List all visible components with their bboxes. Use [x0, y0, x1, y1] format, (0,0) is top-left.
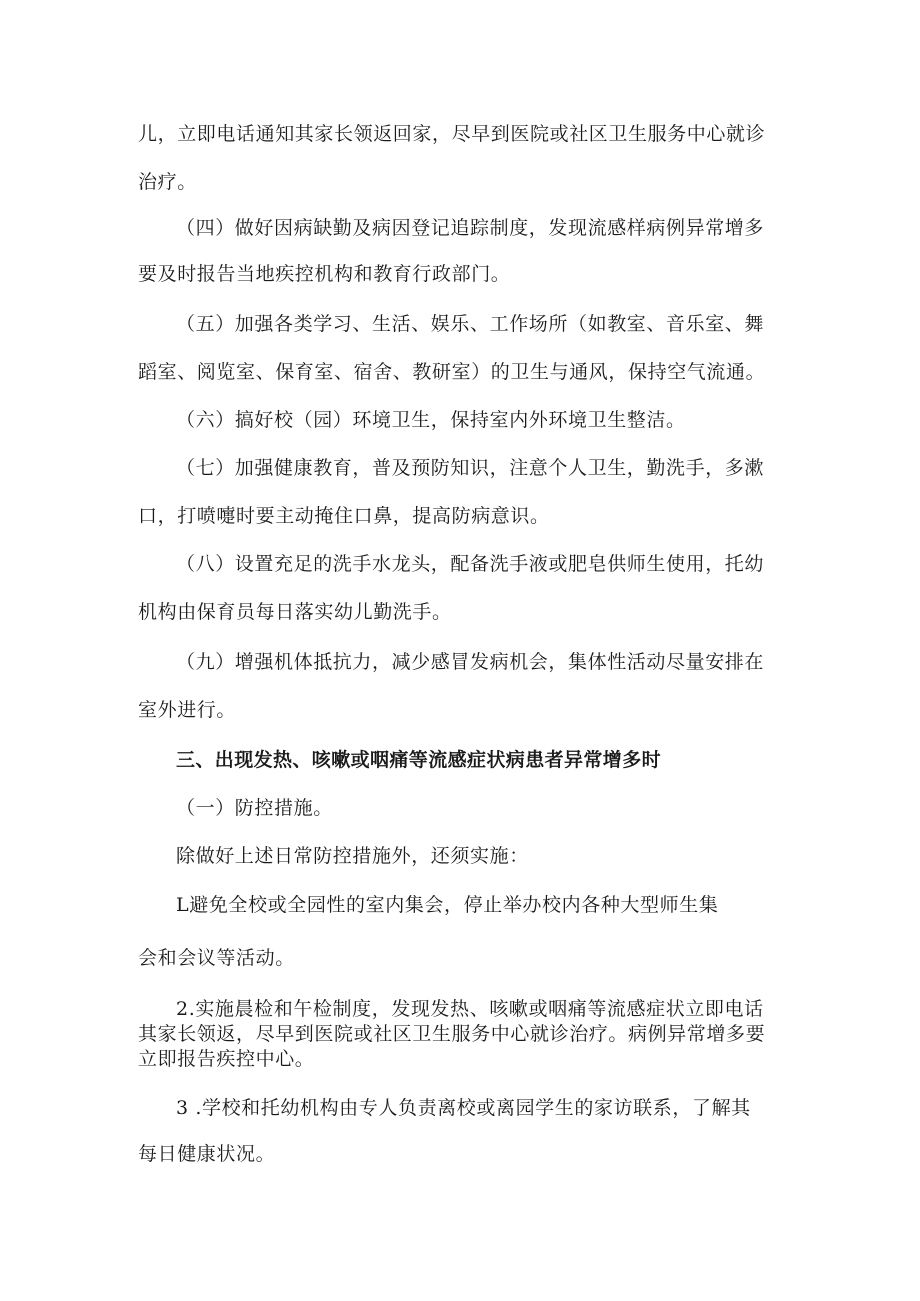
- text-line: 会和会议等活动。: [138, 947, 295, 969]
- paragraph-item-6: （六）搞好校（园）环境卫生，保持室内外环境卫生整洁。: [176, 409, 686, 431]
- text-line: 其家长领返，尽早到医院或社区卫生服务中心就诊治疗。病例异常增多要: [138, 1023, 766, 1045]
- paragraph-item-5: （五）加强各类学习、生活、娱乐、工作场所（如教室、音乐室、舞: [176, 313, 765, 335]
- text-line: 蹈室、阅览室、保育室、宿舍、教研室）的卫生与通风，保持空气流通。: [138, 361, 766, 383]
- paragraph-item-9: （九）增强机体抵抗力，减少感冒发病机会，集体性活动尽量安排在: [176, 651, 765, 673]
- paragraph-item-4: （四）做好因病缺勤及病因登记追踪制度，发现流感样病例异常增多: [176, 217, 765, 239]
- text-line: 要及时报告当地疾控机构和教育行政部门。: [138, 263, 511, 285]
- list-item-3: 3 .学校和托幼机构由专人负责离校或离园学生的家访联系，了解其: [176, 1097, 751, 1119]
- section-heading: 三、出现发热、咳嗽或咽痛等流感症状病患者异常增多时: [176, 749, 662, 771]
- text-line: 每日健康状况。: [138, 1143, 276, 1165]
- text-line: 治疗。: [138, 171, 197, 193]
- paragraph-item-7: （七）加强健康教育，普及预防知识，注意个人卫生，勤洗手，多漱: [176, 457, 765, 479]
- list-item-2: 2.实施晨检和午检制度，发现发热、咳嗽或咽痛等流感症状立即电话: [176, 998, 764, 1020]
- text-line: 机构由保育员每日落实幼儿勤洗手。: [138, 601, 452, 623]
- text-line: 儿，立即电话通知其家长领返回家，尽早到医院或社区卫生服务中心就诊: [138, 123, 766, 145]
- list-item-1: L避免全校或全园性的室内集会，停止举办校内各种大型师生集: [176, 894, 719, 916]
- paragraph-item-8: （八）设置充足的洗手水龙头，配备洗手液或肥皂供师生使用，托幼: [176, 553, 765, 575]
- text-line: 口，打喷嚏时要主动掩住口鼻，提高防病意识。: [138, 505, 550, 527]
- text-line: 室外进行。: [138, 699, 237, 721]
- text-line: 除做好上述日常防控措施外，还须实施：: [176, 845, 529, 867]
- text-line: 立即报告疾控中心。: [138, 1048, 315, 1070]
- subsection-heading: （一）防控措施。: [176, 797, 333, 819]
